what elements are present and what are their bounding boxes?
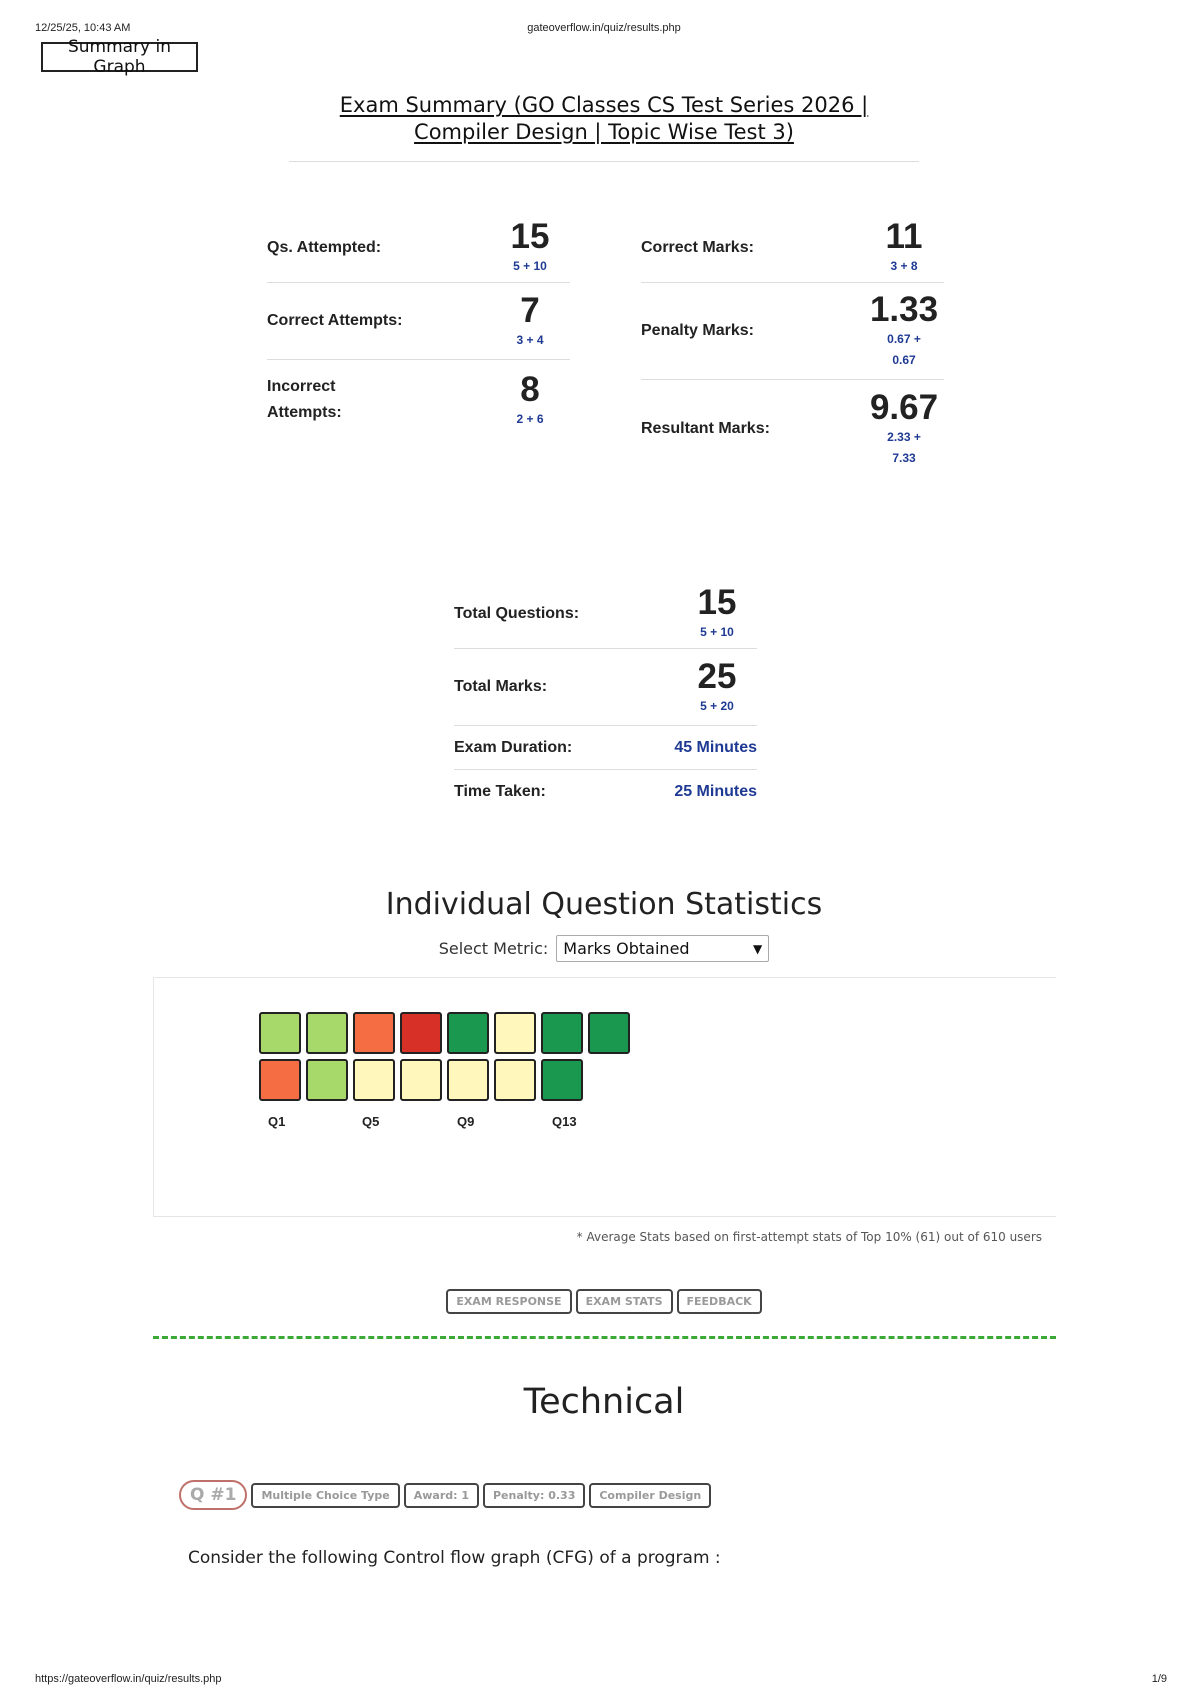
column-label-q1: Q1 (268, 1114, 286, 1129)
stat-breakdown-line2: 0.67 (892, 353, 916, 367)
total-marks (454, 649, 757, 726)
question-cell-q2[interactable] (306, 1012, 348, 1054)
exam-title[interactable] (0, 92, 1200, 146)
stat-value: 45 Minutes (674, 738, 757, 756)
topic-tag[interactable]: Compiler Design (589, 1483, 711, 1508)
question-cell-q3[interactable] (353, 1012, 395, 1054)
summary-in-graph-button[interactable]: Summary in Graph (41, 42, 198, 72)
question-cell-q13[interactable] (447, 1059, 489, 1101)
question-meta (179, 1480, 711, 1510)
question-text: Consider the following Control flow graph (CFG) of a program : (188, 1548, 721, 1568)
stat-breakdown-line1: 0.67 + (887, 332, 921, 346)
metric-selected-value: Marks Obtained (563, 939, 690, 958)
stat-value: 25 (697, 656, 737, 696)
question-cell-q7[interactable] (541, 1012, 583, 1054)
stat-value: 7 (520, 290, 540, 330)
stat-value: 15 (510, 217, 550, 256)
metric-label: Select Metric: (438, 939, 549, 958)
attempt-stats (267, 213, 570, 440)
exam-response-button[interactable]: EXAM RESPONSE (446, 1289, 571, 1314)
stat-value: 25 Minutes (674, 783, 757, 800)
question-cell-q8[interactable] (588, 1012, 630, 1054)
column-label-q9: Q9 (457, 1114, 475, 1129)
question-cell-q11[interactable] (353, 1059, 395, 1101)
chevron-down-icon: ▼ (753, 941, 763, 956)
stat-label: Qs. Attempted: (267, 238, 382, 256)
penalty-tag[interactable]: Penalty: 0.33 (483, 1483, 585, 1508)
question-cell-q4[interactable] (400, 1012, 442, 1054)
stat-label: Total Marks: (454, 678, 548, 695)
exam-title-line2: Compiler Design | Topic Wise Test 3) (414, 120, 794, 144)
question-cell-q1[interactable] (259, 1012, 301, 1054)
stat-label: Correct Attempts: (267, 312, 403, 329)
stat-breakdown: 3 + 8 (890, 259, 918, 273)
exam-duration (454, 726, 757, 770)
print-url: gateoverflow.in/quiz/results.php (527, 22, 681, 34)
stat-value: 9.67 (869, 387, 939, 427)
stat-label: Resultant Marks: (641, 419, 770, 437)
marks-stats (641, 213, 944, 477)
stat-value: 11 (885, 217, 923, 256)
stat-correct-attempts (267, 283, 570, 360)
stat-label: Penalty Marks: (641, 322, 754, 339)
section-divider (153, 1336, 1056, 1339)
stat-label: Total Questions: (454, 604, 580, 622)
question-grid (153, 977, 1056, 1217)
stat-breakdown-line1: 2.33 + (887, 429, 921, 444)
question-stats-heading: Individual Question Statistics (385, 887, 823, 922)
column-label-q13: Q13 (552, 1114, 577, 1129)
exam-title-line1: Exam Summary (GO Classes CS Test Series 2026 | (339, 93, 869, 117)
metric-select[interactable] (556, 935, 769, 962)
stat-value: 1.33 (869, 290, 939, 329)
stat-incorrect-attempts (267, 360, 570, 440)
stat-label: Correct Marks: (641, 238, 754, 256)
total-questions (454, 579, 757, 649)
feedback-button[interactable]: FEEDBACK (677, 1289, 762, 1314)
stat-label: Exam Duration: (454, 738, 573, 756)
award-tag[interactable]: Award: 1 (404, 1483, 479, 1508)
stat-breakdown: 5 + 10 (700, 625, 734, 639)
average-stats-note: * Average Stats based on first-attempt stats of Top 10% (61) out of 610 users (576, 1230, 1042, 1244)
stat-breakdown: 5 + 20 (700, 698, 734, 713)
section-heading: Technical (523, 1382, 685, 1422)
question-cell-q15[interactable] (541, 1059, 583, 1101)
stat-value: 8 (520, 369, 540, 409)
stat-breakdown: 5 + 10 (513, 259, 547, 273)
stat-penalty-marks (641, 283, 944, 380)
exam-stats-button[interactable]: EXAM STATS (576, 1289, 673, 1314)
stat-value: 15 (697, 583, 737, 622)
stat-breakdown-line2: 7.33 (892, 450, 916, 465)
action-buttons (0, 1289, 1200, 1314)
stat-resultant-marks (641, 380, 944, 477)
question-cell-q9[interactable] (259, 1059, 301, 1101)
question-cell-q14[interactable] (494, 1059, 536, 1101)
stat-qs-attempted (267, 213, 570, 283)
metric-selector (0, 935, 1200, 962)
time-taken (454, 770, 757, 814)
column-label-q5: Q5 (362, 1114, 380, 1129)
stat-breakdown: 3 + 4 (516, 332, 544, 347)
question-cell-q12[interactable] (400, 1059, 442, 1101)
title-divider (289, 161, 919, 162)
question-cell-q6[interactable] (494, 1012, 536, 1054)
stat-breakdown: 2 + 6 (516, 411, 544, 426)
print-page-number: 1/9 (1151, 1673, 1167, 1685)
exam-totals (454, 579, 757, 814)
print-footer-url: https://gateoverflow.in/quiz/results.php (35, 1673, 222, 1685)
stat-label-line2: Attempts: (267, 404, 342, 421)
stat-label-line1: Incorrect (267, 378, 336, 395)
stat-correct-marks (641, 213, 944, 283)
question-type-tag[interactable]: Multiple Choice Type (251, 1483, 399, 1508)
stat-label: Time Taken: (454, 783, 546, 800)
question-cell-q10[interactable] (306, 1059, 348, 1101)
question-cell-q5[interactable] (447, 1012, 489, 1054)
question-number-badge[interactable]: Q #1 (179, 1480, 247, 1510)
print-datetime: 12/25/25, 10:43 AM (35, 22, 131, 34)
